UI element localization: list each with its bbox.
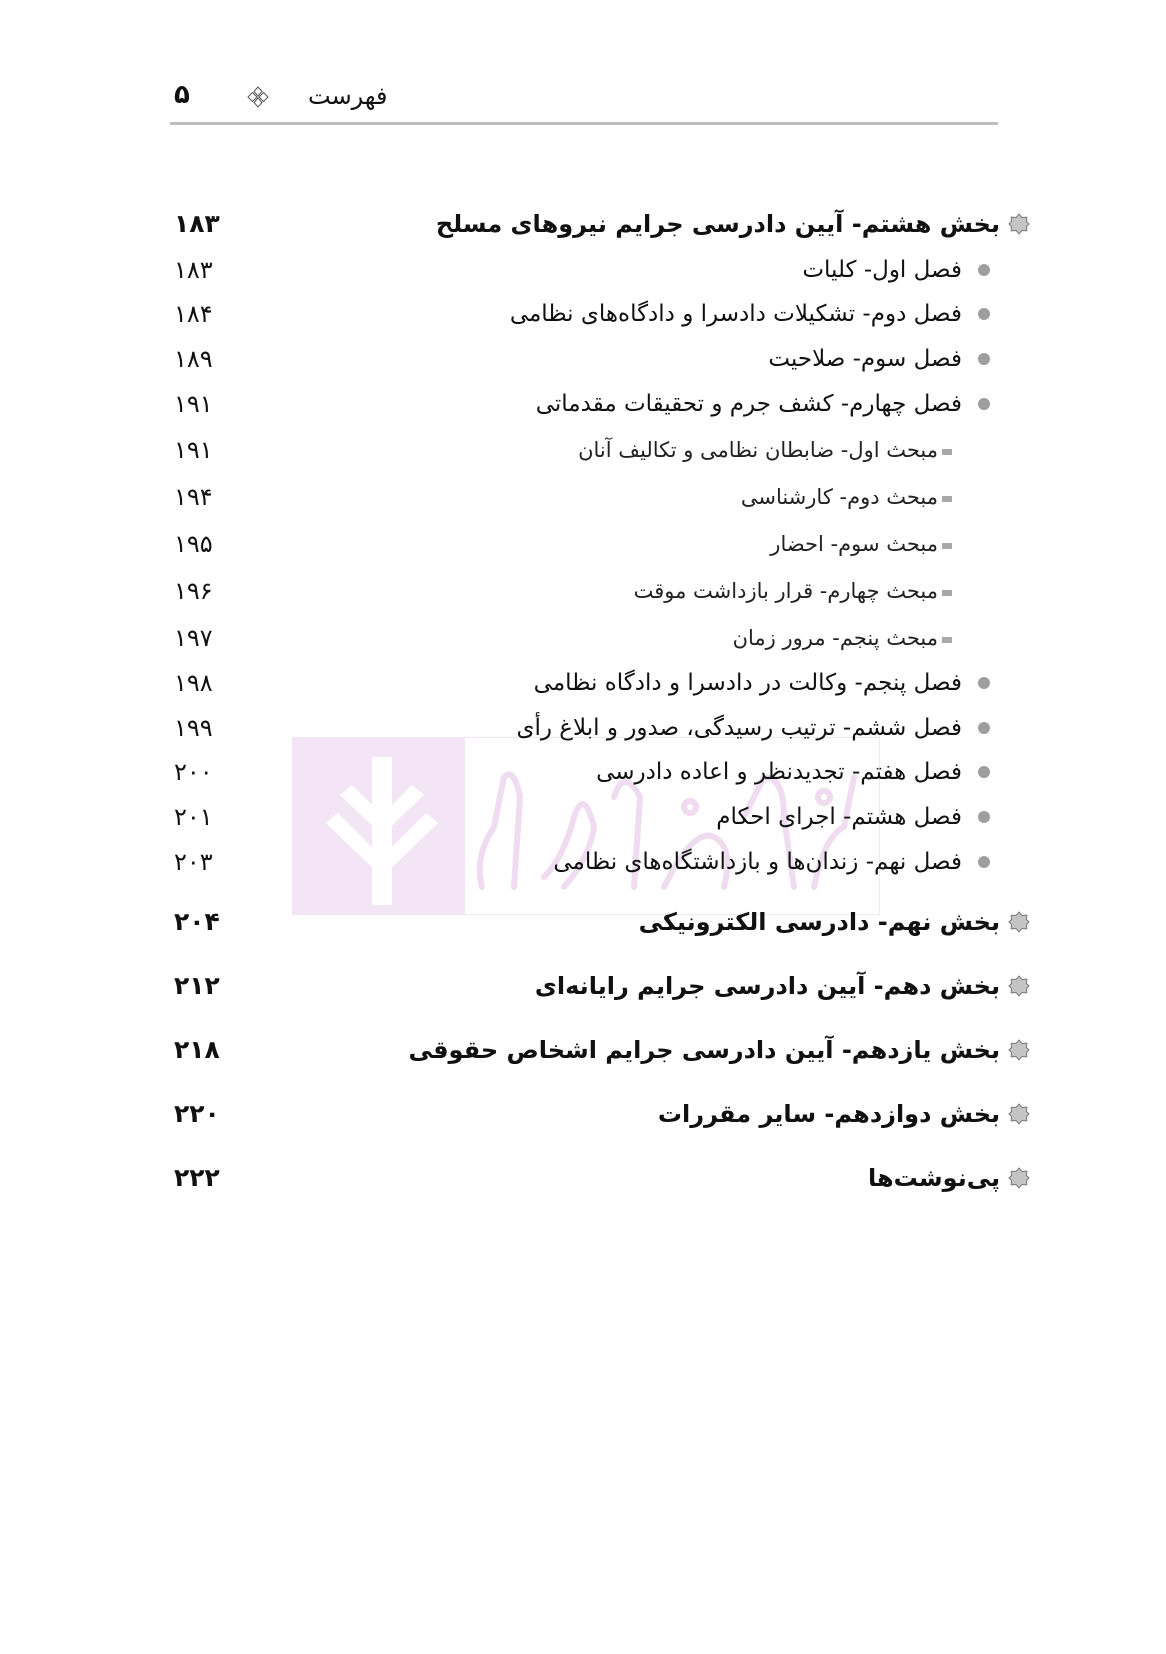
toc-title: بخش هشتم- آیین دادرسی جرایم نیروهای مسلح [435,210,1000,238]
dot-bullet-icon [978,677,990,689]
toc-title: فصل نهم- زندان‌ها و بازداشتگاه‌های نظامی [553,849,962,875]
toc-page-number: ۱۹۸ [174,669,213,697]
dot-bullet-icon [978,398,990,410]
toc-page-number: ۱۸۹ [174,345,213,373]
square-bullet-icon [942,637,952,643]
toc-title: بخش یازدهم- آیین دادرسی جرایم اشخاص حقوقی [408,1036,1000,1064]
star-bullet-icon [1008,1039,1030,1061]
toc-page-number: ۲۰۴ [174,907,220,936]
toc-page-number: ۱۸۳ [174,209,220,238]
header-title: فهرست [308,82,388,110]
toc-part-row[interactable] [170,206,1030,242]
toc-part-row[interactable] [170,1032,1030,1068]
toc-title: بخش دهم- آیین دادرسی جرایم رایانه‌ای [534,972,1000,1000]
toc-page-number: ۲۰۳ [174,848,213,876]
toc-title: بخش نهم- دادرسی الکترونیکی [638,908,1000,936]
toc-section-row[interactable] [170,526,1030,562]
toc-chapter-row[interactable] [170,844,1030,880]
toc-chapter-row[interactable] [170,710,1030,746]
star-bullet-icon [1008,213,1030,235]
toc-title: فصل سوم- صلاحیت [768,346,962,372]
square-bullet-icon [942,496,952,502]
toc-title: مبحث اول- ضابطان نظامی و تکالیف آنان [578,438,938,462]
toc-title: فصل هفتم- تجدیدنظر و اعاده دادرسی [596,759,962,785]
star-bullet-icon [1008,911,1030,933]
toc-page-number: ۱۹۱ [174,436,213,464]
toc-page-number: ۲۱۲ [174,971,220,1000]
square-bullet-icon [942,590,952,596]
toc-page-number: ۲۲۲ [174,1163,220,1192]
toc-page-number: ۲۲۰ [174,1099,220,1128]
toc-chapter-row[interactable] [170,296,1030,332]
toc-title: مبحث سوم- احضار [770,532,938,556]
diamond-ornament-icon [247,86,269,108]
toc-title: بخش دوازدهم- سایر مقررات [657,1100,1000,1128]
toc-chapter-row[interactable] [170,665,1030,701]
toc-part-row[interactable] [170,1096,1030,1132]
toc-chapter-row[interactable] [170,754,1030,790]
toc-chapter-row[interactable] [170,799,1030,835]
dot-bullet-icon [978,353,990,365]
star-bullet-icon [1008,975,1030,997]
toc-title: فصل چهارم- کشف جرم و تحقیقات مقدماتی [535,391,962,417]
toc-title: فصل ششم- ترتیب رسیدگی، صدور و ابلاغ رأی [516,715,962,741]
square-bullet-icon [942,449,952,455]
toc-title: مبحث پنجم- مرور زمان [732,626,938,650]
toc-chapter-row[interactable] [170,341,1030,377]
toc-title: پی‌نوشت‌ها [867,1164,1000,1192]
star-bullet-icon [1008,1103,1030,1125]
toc-page-number: ۱۸۳ [174,256,213,284]
toc-section-row[interactable] [170,432,1030,468]
toc-part-row[interactable] [170,968,1030,1004]
page-number: ۵ [174,80,190,110]
toc-page-number: ۲۰۱ [174,803,213,831]
toc-part-row[interactable] [170,904,1030,940]
toc-chapter-row[interactable] [170,386,1030,422]
toc-title: مبحث چهارم- قرار بازداشت موقت [633,579,938,603]
toc-title: مبحث دوم- کارشناسی [740,485,938,509]
dot-bullet-icon [978,264,990,276]
toc-page-number: ۱۹۷ [174,624,213,652]
toc-page-number: ۲۰۰ [174,758,213,786]
toc-section-row[interactable] [170,573,1030,609]
toc-page-number: ۱۹۵ [174,530,213,558]
toc-section-row[interactable] [170,479,1030,515]
toc-title: فصل هشتم- اجرای احکام [716,804,962,830]
dot-bullet-icon [978,766,990,778]
toc-title: فصل پنجم- وکالت در دادسرا و دادگاه نظامی [533,670,962,696]
toc-title: فصل دوم- تشکیلات دادسرا و دادگاه‌های نظامی [509,301,962,327]
toc-section-row[interactable] [170,620,1030,656]
star-bullet-icon [1008,1167,1030,1189]
toc-page-number: ۲۱۸ [174,1035,220,1064]
toc-page-number: ۱۹۶ [174,577,213,605]
dot-bullet-icon [978,856,990,868]
dot-bullet-icon [978,811,990,823]
dot-bullet-icon [978,308,990,320]
toc-chapter-row[interactable] [170,252,1030,288]
toc-title: فصل اول- کلیات [802,257,962,283]
toc-page-number: ۱۹۴ [174,483,213,511]
dot-bullet-icon [978,722,990,734]
square-bullet-icon [942,543,952,549]
page-header [170,78,998,118]
toc-page-number: ۱۹۹ [174,714,213,742]
toc-page-number: ۱۸۴ [174,300,213,328]
toc-part-row[interactable] [170,1160,1030,1196]
toc-page-number: ۱۹۱ [174,390,213,418]
header-rule [170,122,998,125]
